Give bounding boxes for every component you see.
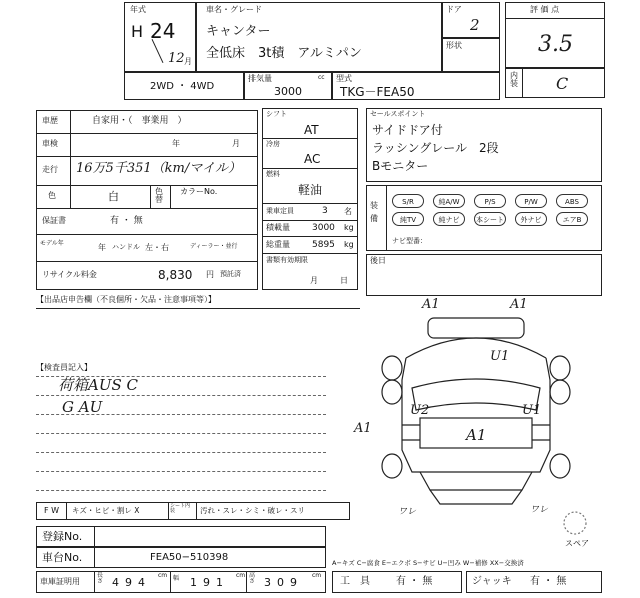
equip-option-1-1: S/R bbox=[392, 194, 424, 208]
handle-label: ハンドル bbox=[112, 243, 140, 251]
inspection-label: 車検 bbox=[42, 139, 58, 148]
equip-option-2-4: 外ナビ bbox=[515, 212, 547, 226]
mileage-value: 16万5千351（km/マイル） bbox=[76, 161, 241, 176]
registration-label: 書類有効期限 bbox=[266, 256, 308, 264]
gross-label: 総重量 bbox=[266, 240, 290, 249]
rating-label: 評 価 点 bbox=[530, 5, 560, 14]
jack-label: ジャッキ bbox=[472, 576, 512, 587]
handle-value: 左・右 bbox=[145, 243, 169, 252]
mark-a1-left: A1 bbox=[354, 421, 372, 436]
model-year-unit: 年 bbox=[98, 243, 106, 252]
shift-value: AT bbox=[304, 123, 319, 137]
mark-a1-front-right: A1 bbox=[510, 297, 528, 312]
length-label: 長さ bbox=[97, 572, 104, 585]
warranty-value: 有 ・ 無 bbox=[110, 216, 143, 226]
recycle-unit: 円 bbox=[206, 270, 214, 279]
month-unit: 月 bbox=[184, 57, 192, 66]
interior-cell bbox=[505, 68, 605, 98]
damage-legend: A−キズ C−腐食 E−エクボ S−サビ U−凹み W−補修 XX−交換済 bbox=[332, 559, 524, 567]
mark-u2-left-side: U2 bbox=[410, 403, 430, 418]
gross-value: 5895 bbox=[312, 240, 335, 250]
drive-value: 2WD ・ 4WD bbox=[150, 81, 215, 92]
fw-text: キズ・ヒビ・割レ X bbox=[72, 506, 140, 515]
year-number: 24 bbox=[150, 19, 176, 43]
inspection-month: 月 bbox=[232, 139, 240, 148]
history-label: 車歴 bbox=[42, 116, 58, 125]
color-change-label: 色替 bbox=[155, 187, 163, 204]
load-unit: kg bbox=[344, 223, 354, 232]
cert-label: 車庫証明用 bbox=[40, 577, 80, 586]
grade: 全低床 3t積 アルミパン bbox=[206, 46, 362, 61]
equip-option-2-5: エアB bbox=[556, 212, 588, 226]
seat-label: シート内装 bbox=[170, 503, 191, 514]
spare-tire-icon bbox=[562, 510, 588, 536]
vehicle-diagram bbox=[360, 297, 592, 522]
mark-crack-left: ワレ bbox=[398, 507, 417, 517]
ac-label: 冷房 bbox=[266, 140, 280, 148]
reg-no-label: 登録No. bbox=[42, 530, 83, 543]
recycle-note: 預託済 bbox=[220, 270, 241, 278]
chassis-value: FEA50−510398 bbox=[150, 552, 229, 563]
nav-label: ナビ型番： bbox=[392, 237, 427, 245]
capacity-value: 3 bbox=[322, 206, 328, 216]
load-value: 3000 bbox=[312, 223, 335, 233]
mileage-label: 走行 bbox=[42, 165, 58, 174]
inspector-title: 【検査員記入】 bbox=[36, 363, 92, 372]
interior-label: 内装 bbox=[510, 71, 518, 88]
load-label: 積載量 bbox=[266, 223, 290, 232]
fuel-label: 燃料 bbox=[266, 170, 280, 178]
cc-unit: cc bbox=[318, 74, 325, 81]
height-unit: cm bbox=[312, 572, 322, 579]
mark-crack-right: ワレ bbox=[530, 505, 549, 515]
length-unit: cm bbox=[158, 572, 168, 579]
dealer-label: ディーラー・並行 bbox=[190, 243, 238, 250]
width-value: 191 bbox=[190, 576, 229, 589]
selling-line-2: ラッシングレール 2段 bbox=[372, 141, 499, 155]
tools-label: 工 具 bbox=[340, 576, 370, 587]
shift-label: シフト bbox=[266, 110, 287, 118]
rating-value: 3.5 bbox=[538, 32, 573, 57]
ac-value: AC bbox=[304, 152, 321, 166]
selling-line-3: Bモニター bbox=[372, 159, 429, 173]
inspector-line1: 荷箱AUS C bbox=[58, 376, 138, 394]
width-unit: cm bbox=[236, 572, 246, 579]
selling-line-1: サイドドア付 bbox=[372, 123, 443, 137]
shape-label: 形状 bbox=[446, 41, 462, 50]
fuel-value: 軽油 bbox=[298, 183, 323, 197]
inspection-year: 年 bbox=[172, 139, 180, 148]
mark-u1-right-upper: U1 bbox=[490, 349, 510, 364]
mark-a1-front-left: A1 bbox=[422, 297, 440, 312]
car-name: キャンター bbox=[206, 24, 271, 39]
mark-a1-center: A1 bbox=[466, 426, 487, 444]
gross-unit: kg bbox=[344, 240, 354, 249]
jack-value: 有 ・ 無 bbox=[530, 576, 567, 587]
model-year-label: モデル年 bbox=[40, 240, 64, 247]
color-no-label: カラーNo. bbox=[180, 187, 218, 196]
height-value: 309 bbox=[264, 576, 303, 589]
selling-label: セールスポイント bbox=[370, 110, 426, 118]
tools-value: 有 ・ 無 bbox=[396, 576, 433, 587]
seat-text: 汚れ・スレ・シミ・破レ・スリ bbox=[200, 506, 305, 515]
mark-u1-right-side: U1 bbox=[522, 403, 542, 418]
height-label: 高さ bbox=[249, 572, 256, 585]
equip-option-1-3: P/S bbox=[474, 194, 506, 208]
recycle-value: 8,830 bbox=[158, 268, 193, 282]
equip-option-2-3: 本シート bbox=[474, 212, 506, 226]
equip-option-1-5: ABS bbox=[556, 194, 588, 208]
model-label: 型式 bbox=[336, 74, 352, 83]
equip-option-1-4: P/W bbox=[515, 194, 547, 208]
after-label: 後日 bbox=[370, 256, 386, 265]
equip-option-2-1: 純TV bbox=[392, 212, 424, 226]
name-label: 車名・グレード bbox=[206, 5, 262, 14]
door-label: ドア bbox=[446, 5, 462, 14]
door-value: 2 bbox=[470, 16, 480, 34]
capacity-label: 乗車定員 bbox=[266, 207, 294, 215]
interior-value: C bbox=[556, 74, 569, 93]
equip-label: 装備 bbox=[370, 201, 378, 223]
displacement-value: 3000 bbox=[274, 85, 302, 98]
model-value: TKG－FEA50 bbox=[340, 85, 415, 99]
notes-title: 【出品店申告欄（不良個所・欠品・注意事項等）】 bbox=[36, 295, 216, 304]
fw-label: F W bbox=[44, 506, 60, 515]
color-label: 色 bbox=[48, 191, 56, 200]
registration-day: 日 bbox=[340, 276, 348, 285]
displacement-label: 排気量 bbox=[248, 74, 272, 83]
year-label: 年式 bbox=[130, 5, 146, 14]
color-value: 白 bbox=[108, 190, 119, 203]
year-era: H bbox=[131, 22, 144, 41]
month-number: 12 bbox=[168, 51, 185, 66]
history-value: 自家用・（ 事業用 ） bbox=[92, 116, 187, 126]
chassis-label: 車台No. bbox=[42, 551, 83, 564]
recycle-label: リサイクル料金 bbox=[42, 270, 97, 279]
registration-month: 月 bbox=[310, 276, 318, 285]
after-cell bbox=[366, 254, 602, 296]
spare-label: スペア bbox=[565, 539, 589, 548]
capacity-unit: 名 bbox=[344, 207, 352, 216]
inspector-line2: G AU bbox=[62, 398, 103, 416]
equip-option-1-2: 純A/W bbox=[433, 194, 465, 208]
width-label: 幅 bbox=[173, 575, 180, 582]
warranty-label: 保証書 bbox=[42, 216, 66, 225]
equip-option-2-2: 純ナビ bbox=[433, 212, 465, 226]
length-value: 494 bbox=[112, 576, 151, 589]
